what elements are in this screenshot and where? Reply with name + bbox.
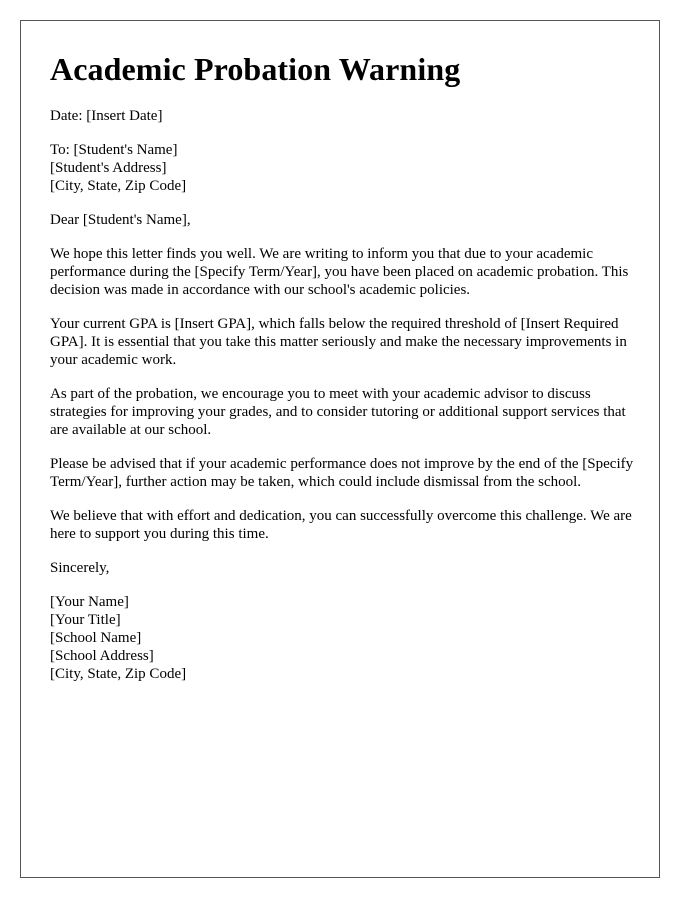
signature-block bbox=[50, 593, 635, 683]
closing: Sincerely, bbox=[50, 560, 110, 576]
letter-content bbox=[50, 51, 635, 699]
body-paragraph-5: We believe that with effort and dedication, you can successfully overcome this challenge. We are here to support you during this time. bbox=[50, 508, 632, 542]
signature-school-name: [School Name] bbox=[50, 630, 142, 646]
letter-page bbox=[20, 20, 660, 878]
body-paragraph-1: We hope this letter finds you well. We are writing to inform you that due to your academic performance during the [Specify Term/Year], you have been placed on academic probation. This decision was made in accordance with our school's academic policies. bbox=[50, 246, 629, 298]
recipient-city-state-zip: [City, State, Zip Code] bbox=[50, 178, 187, 194]
signature-name: [Your Name] bbox=[50, 594, 129, 610]
recipient-block bbox=[50, 141, 635, 195]
date-line: Date: [Insert Date] bbox=[50, 108, 163, 124]
body-paragraph-2: Your current GPA is [Insert GPA], which falls below the required threshold of [Insert Required GPA]. It is essential that you take this matter seriously and make the necessary improvements in your academic work. bbox=[50, 316, 627, 368]
signature-title: [Your Title] bbox=[50, 612, 121, 628]
recipient-address: [Student's Address] bbox=[50, 160, 167, 176]
salutation: Dear [Student's Name], bbox=[50, 212, 191, 228]
body-paragraph-4: Please be advised that if your academic performance does not improve by the end of the [Specify Term/Year], further action may be taken, which could include dismissal from the school. bbox=[50, 456, 634, 490]
signature-city-state-zip: [City, State, Zip Code] bbox=[50, 666, 187, 682]
signature-school-address: [School Address] bbox=[50, 648, 154, 664]
recipient-to: To: [Student's Name] bbox=[50, 142, 178, 158]
body-paragraph-3: As part of the probation, we encourage you to meet with your academic advisor to discuss strategies for improving your grades, and to consider tutoring or additional support services that are available at our school. bbox=[50, 386, 626, 438]
letter-title: Academic Probation Warning bbox=[50, 51, 461, 87]
